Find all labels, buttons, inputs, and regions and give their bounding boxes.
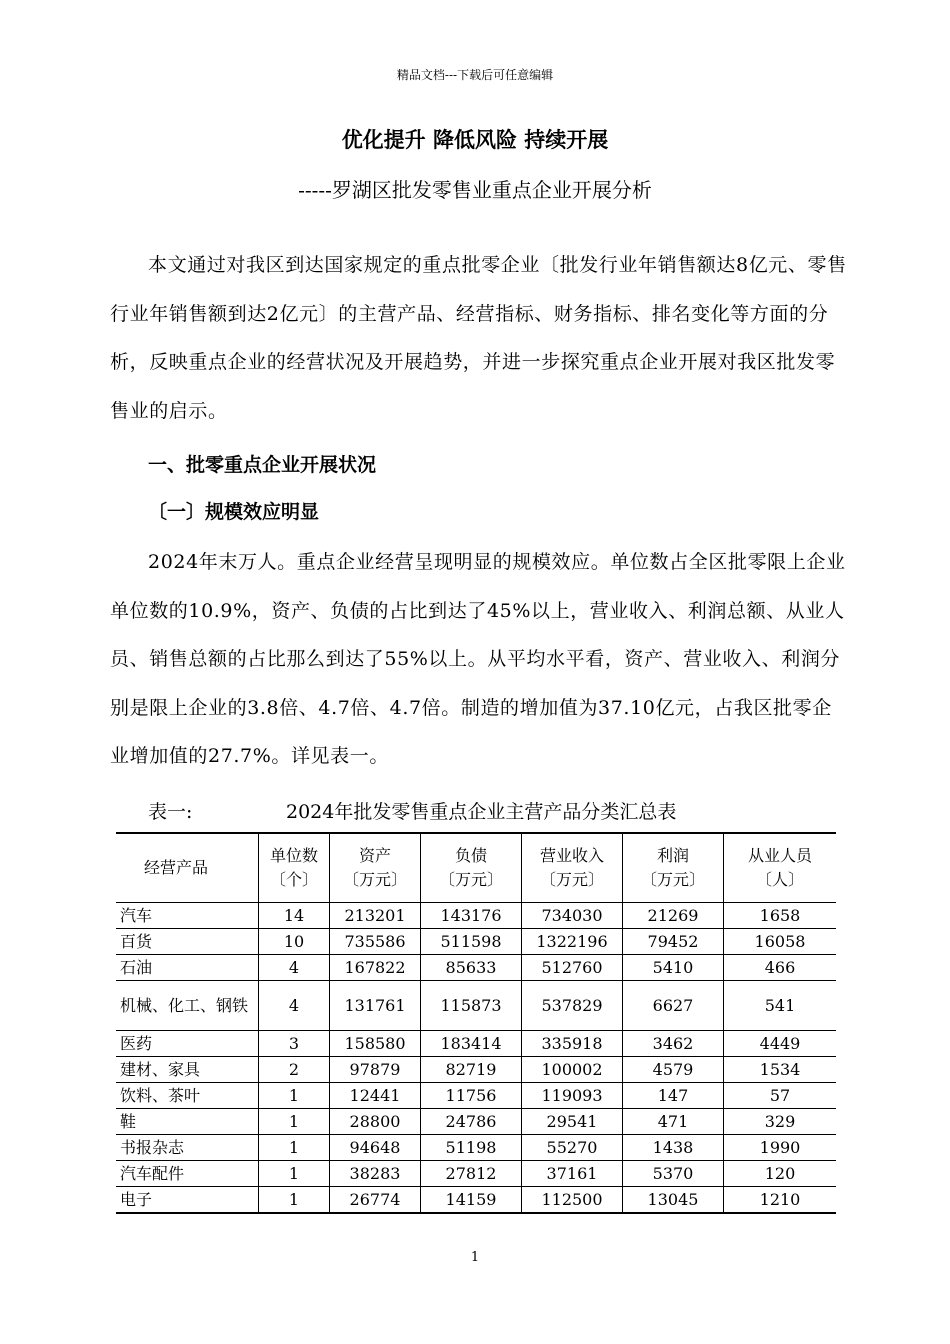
table-cell: 213201 <box>330 903 421 929</box>
table-cell: 734030 <box>522 903 623 929</box>
table-cell: 机械、化工、钢铁 <box>116 981 259 1031</box>
table-cell: 书报杂志 <box>116 1135 259 1161</box>
column-header-name: 负债 <box>454 846 487 865</box>
table-cell: 21269 <box>623 903 724 929</box>
table-cell: 329 <box>724 1109 837 1135</box>
table-row <box>116 1187 836 1214</box>
table-cell: 57 <box>724 1083 837 1109</box>
table-cell: 183414 <box>421 1031 522 1057</box>
page-header-note: 精品文档---下载后可任意编辑 <box>396 68 554 82</box>
table-title: 2024年批发零售重点企业主营产品分类汇总表 <box>286 801 677 823</box>
document-subtitle: -----罗湖区批发零售业重点企业开展分析 <box>298 178 652 202</box>
table-cell: 28800 <box>330 1109 421 1135</box>
subsection-heading-1: 〔一〕规模效应明显 <box>148 501 320 523</box>
table-cell: 鞋 <box>116 1109 259 1135</box>
column-header-unit: 〔个〕 <box>269 870 318 889</box>
column-header <box>421 833 522 903</box>
table-cell: 2 <box>259 1057 330 1083</box>
table-cell: 1 <box>259 1083 330 1109</box>
column-header <box>116 833 259 903</box>
column-header-name: 单位数 <box>269 846 318 865</box>
table-cell: 1 <box>259 1187 330 1214</box>
table-cell: 512760 <box>522 955 623 981</box>
table-cell: 85633 <box>421 955 522 981</box>
table-cell: 建材、家具 <box>116 1057 259 1083</box>
column-header-name: 从业人员 <box>747 846 812 865</box>
table-cell: 79452 <box>623 929 724 955</box>
table-row <box>116 1083 836 1109</box>
column-header-unit: 〔万元〕 <box>539 870 604 889</box>
table-cell: 1990 <box>724 1135 837 1161</box>
table-cell: 100002 <box>522 1057 623 1083</box>
table-cell: 143176 <box>421 903 522 929</box>
table-cell: 1 <box>259 1161 330 1187</box>
column-header-name: 利润 <box>656 846 689 865</box>
table-cell: 1658 <box>724 903 837 929</box>
column-header-name: 经营产品 <box>144 858 209 877</box>
table-cell: 汽车 <box>116 903 259 929</box>
table-cell: 167822 <box>330 955 421 981</box>
column-header-unit: 〔万元〕 <box>342 870 407 889</box>
table-cell: 1534 <box>724 1057 837 1083</box>
table-cell: 1 <box>259 1109 330 1135</box>
table-cell: 51198 <box>421 1135 522 1161</box>
table-cell: 37161 <box>522 1161 623 1187</box>
table-cell: 38283 <box>330 1161 421 1187</box>
table-cell: 12441 <box>330 1083 421 1109</box>
table-cell: 82719 <box>421 1057 522 1083</box>
table-cell: 汽车配件 <box>116 1161 259 1187</box>
table-cell: 4 <box>259 955 330 981</box>
column-header <box>259 833 330 903</box>
table-cell: 11756 <box>421 1083 522 1109</box>
table-cell: 537829 <box>522 981 623 1031</box>
table-row <box>116 1161 836 1187</box>
table-cell: 10 <box>259 929 330 955</box>
summary-table <box>116 832 836 1214</box>
intro-paragraph: 本文通过对我区到达国家规定的重点批零企业〔批发行业年销售额达8亿元、零售行业年销售额到达2亿元〕的主营产品、经营指标、财务指标、排名变化等方面的分析，反映重点企业的经营状况及开展趋势，并进一步探究重点企业开展对我区批发零售业的启示。 <box>110 254 847 422</box>
table-cell: 5410 <box>623 955 724 981</box>
table-row <box>116 1057 836 1083</box>
table-cell: 27812 <box>421 1161 522 1187</box>
table-row <box>116 981 836 1031</box>
table-cell: 541 <box>724 981 837 1031</box>
table-cell: 医药 <box>116 1031 259 1057</box>
table-cell: 24786 <box>421 1109 522 1135</box>
table-cell: 5370 <box>623 1161 724 1187</box>
table-row <box>116 1135 836 1161</box>
table-cell: 335918 <box>522 1031 623 1057</box>
table-cell: 55270 <box>522 1135 623 1161</box>
table-cell: 4449 <box>724 1031 837 1057</box>
table-cell: 97879 <box>330 1057 421 1083</box>
table-cell: 饮料、茶叶 <box>116 1083 259 1109</box>
table-cell: 1210 <box>724 1187 837 1214</box>
table-cell: 112500 <box>522 1187 623 1214</box>
column-header-name: 资产 <box>358 846 391 865</box>
table-cell: 1 <box>259 1135 330 1161</box>
column-header <box>330 833 421 903</box>
table-cell: 119093 <box>522 1083 623 1109</box>
table-cell: 13045 <box>623 1187 724 1214</box>
table-label: 表一: <box>148 801 193 823</box>
table-cell: 511598 <box>421 929 522 955</box>
table-row <box>116 955 836 981</box>
table-header-row <box>116 833 836 903</box>
page-number: 1 <box>470 1250 480 1265</box>
table-cell: 471 <box>623 1109 724 1135</box>
table-cell: 466 <box>724 955 837 981</box>
table-cell: 26774 <box>330 1187 421 1214</box>
table-cell: 石油 <box>116 955 259 981</box>
table-cell: 百货 <box>116 929 259 955</box>
table-cell: 94648 <box>330 1135 421 1161</box>
table-cell: 4579 <box>623 1057 724 1083</box>
table-cell: 14159 <box>421 1187 522 1214</box>
table-cell: 6627 <box>623 981 724 1031</box>
table-row <box>116 1031 836 1057</box>
table-cell: 29541 <box>522 1109 623 1135</box>
table-cell: 147 <box>623 1083 724 1109</box>
table-cell: 3 <box>259 1031 330 1057</box>
table-cell: 120 <box>724 1161 837 1187</box>
column-header-name: 营业收入 <box>539 846 604 865</box>
table-cell: 1438 <box>623 1135 724 1161</box>
column-header <box>724 833 837 903</box>
table-cell: 16058 <box>724 929 837 955</box>
section-heading-1: 一、批零重点企业开展状况 <box>148 454 377 476</box>
table-cell: 158580 <box>330 1031 421 1057</box>
table-cell: 735586 <box>330 929 421 955</box>
document-title: 优化提升 降低风险 持续开展 <box>341 128 609 152</box>
table-row <box>116 929 836 955</box>
table-row <box>116 1109 836 1135</box>
table-cell: 14 <box>259 903 330 929</box>
column-header <box>623 833 724 903</box>
column-header-unit: 〔万元〕 <box>438 870 503 889</box>
table-row <box>116 903 836 929</box>
table-cell: 3462 <box>623 1031 724 1057</box>
table-cell: 131761 <box>330 981 421 1031</box>
table-cell: 电子 <box>116 1187 259 1214</box>
table-cell: 4 <box>259 981 330 1031</box>
column-header-unit: 〔万元〕 <box>640 870 705 889</box>
column-header-unit: 〔人〕 <box>755 870 804 889</box>
table-cell: 1322196 <box>522 929 623 955</box>
body-paragraph: 2024年末万人。重点企业经营呈现明显的规模效应。单位数占全区批零限上企业单位数的10.9%，资产、负债的占比到达了45%以上，营业收入、利润总额、从业人员、销售总额的占比那么到达了55%以上。从平均水平看，资产、营业收入、利润分别是限上企业的3.8倍、4.7倍、4.7倍。制造的增加值为37.10亿元，占我区批零企业增加值的27.7%。详见表一。 <box>110 551 846 767</box>
column-header <box>522 833 623 903</box>
table-cell: 115873 <box>421 981 522 1031</box>
